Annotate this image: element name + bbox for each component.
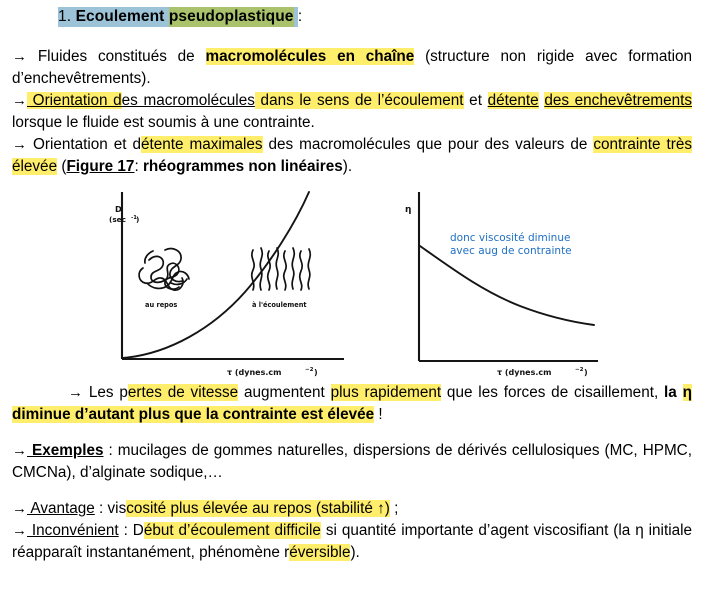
p2-highlight-enchevetrements: des enchevêtrements <box>544 92 692 109</box>
p4-seg1: Les p <box>83 384 128 401</box>
paragraph-fluides <box>10 46 694 90</box>
coiled-molecule-sketch-icon <box>139 249 189 290</box>
p6-seg1: : vis <box>94 500 127 517</box>
p6-highlight-viscosite-repos: cosité plus élevée au repos (stabilité ↑) <box>126 500 390 517</box>
figure-left-svg <box>109 188 357 378</box>
bullet-arrow-icon: → <box>12 500 27 517</box>
title-colon: : <box>297 8 303 25</box>
p3-figure-reference: Figure 17 <box>66 158 135 175</box>
left-y-axis-label: D (sec <box>109 204 126 224</box>
bullet-arrow-icon: → <box>12 136 27 153</box>
figure-17-container <box>10 188 694 380</box>
p5-seg1: : mucilages de gommes naturelles, dispersions de dérivés cellulosiques (MC, HPMC, CMCNa), d’alginate sodique,… <box>12 442 692 481</box>
title-word-ecoulement: Ecoulement <box>75 8 165 25</box>
p3-rheogrammes: rhéogrammes non linéaires <box>142 158 343 175</box>
p3-highlight-detente-maximales: étente maximales <box>140 136 263 153</box>
p2-seg5: et <box>463 92 488 109</box>
left-x-axis-label-close: ) <box>314 368 318 377</box>
p4-highlight-eta-diminue: η diminue d’autant plus que la c <box>12 384 693 423</box>
right-x-axis-exponent: −2 <box>575 367 584 373</box>
p4-seg3: augmentent <box>238 384 331 401</box>
paragraph-avantage <box>10 498 694 520</box>
bullet-arrow-icon: → <box>68 384 83 401</box>
p6-label-avantage: Avantage <box>27 500 95 517</box>
left-y-axis-unit-exponent: -1 <box>131 215 137 221</box>
left-x-axis-exponent: −2 <box>305 367 314 373</box>
p2-highlight-detente: détente <box>487 92 539 109</box>
left-x-axis-label: τ (dynes.cm <box>227 368 282 377</box>
right-x-axis-label: τ (dynes.cm <box>497 368 552 377</box>
paragraph-orientation-detente <box>10 134 694 178</box>
spacer-after-title <box>10 27 694 46</box>
figure-right-annotation <box>450 232 572 257</box>
p4-bold-la: la <box>664 384 683 401</box>
p7-seg5: ). <box>350 544 360 561</box>
figure-right-viscosity-vs-tau <box>402 188 610 378</box>
p4-highlight-contrainte-elevee: ontrainte est élevée <box>231 406 375 423</box>
spacer-before-avantage <box>10 484 694 498</box>
p3-seg1: Orientation et d <box>27 136 141 153</box>
paragraph-orientation <box>10 90 694 134</box>
p1-highlight-macromolecules: macromolécules en chaîne <box>205 48 415 65</box>
p7-seg3: si quantité importante d’agent viscosifiant (la η initiale réapparaît instantanément, phénomène r <box>12 522 693 561</box>
p4-seg5: que les forces de cisaillement, <box>441 384 665 401</box>
p2-highlight-orientation: Orientation d <box>27 92 122 109</box>
p3-seg9: ). <box>342 158 353 175</box>
bullet-arrow-icon: → <box>12 442 27 459</box>
paragraph-pertes-de-vitesse <box>10 380 694 426</box>
paragraph-exemples <box>10 440 694 484</box>
p3-highlight-contrainte-elevee: contrainte très élevée <box>12 136 692 175</box>
right-y-axis-label: η <box>405 205 412 215</box>
spacer-before-exemples <box>10 426 694 440</box>
left-y-axis-unit-close: ) <box>136 215 140 224</box>
p7-label-inconvenient: Inconvénient <box>27 522 119 539</box>
left-sketch-caption-ecoulement: à l'écoulement <box>252 301 307 309</box>
left-sketch-caption-au-repos: au repos <box>145 301 178 309</box>
p4-highlight-plus-rapidement: plus rapidement <box>330 384 442 401</box>
p3-seg7: : <box>134 158 143 175</box>
bullet-arrow-icon: → <box>12 48 27 65</box>
p1-seg3: (structure non rigide avec formation d’enchevêtrements). <box>12 48 692 87</box>
title-highlight-wrapper <box>58 7 298 27</box>
p2-underline-macromolecules: es macromolécules <box>121 92 255 109</box>
p7-highlight-reversible: éversible <box>289 544 351 561</box>
p2-highlight-sens-ecoulement: ans le sens de l’écoulement <box>269 92 464 109</box>
paragraph-inconvenient <box>10 520 694 564</box>
p1-seg1: Fluides constitués de <box>27 48 206 65</box>
p4-highlight-pertes-vitesse: ertes de vitesse <box>127 384 239 401</box>
p2-seg8: lorsque le fluide est soumis à une contrainte. <box>12 114 315 131</box>
title-number: 1. <box>58 8 72 25</box>
figure-right-svg <box>402 188 610 378</box>
aligned-molecules-sketch-icon <box>252 248 311 290</box>
p7-seg1: : D <box>118 522 144 539</box>
page-title <box>10 0 694 27</box>
title-word-pseudoplastique: pseudoplastique <box>168 8 294 25</box>
bullet-arrow-icon: → <box>12 92 27 109</box>
p7-highlight-debut-ecoulement: ébut d’écoulement difficile <box>143 522 321 539</box>
annotation-line-1: donc viscosité diminue <box>450 232 571 244</box>
p2-highlight-d: d <box>254 92 270 109</box>
annotation-line-2: avec aug de contrainte <box>450 244 572 257</box>
p3-seg5: ( <box>57 158 67 175</box>
bullet-arrow-icon: → <box>12 522 27 539</box>
p6-seg3: ; <box>389 500 399 517</box>
right-curve-viscosity <box>420 246 594 325</box>
figure-left-rheogram-d-vs-tau <box>109 188 357 378</box>
right-x-axis-label-close: ) <box>584 368 588 377</box>
p5-label-exemples: Exemples <box>27 442 104 459</box>
p3-seg3: des macromolécules que pour des valeurs de <box>262 136 594 153</box>
p4-seg9: ! <box>374 406 383 423</box>
